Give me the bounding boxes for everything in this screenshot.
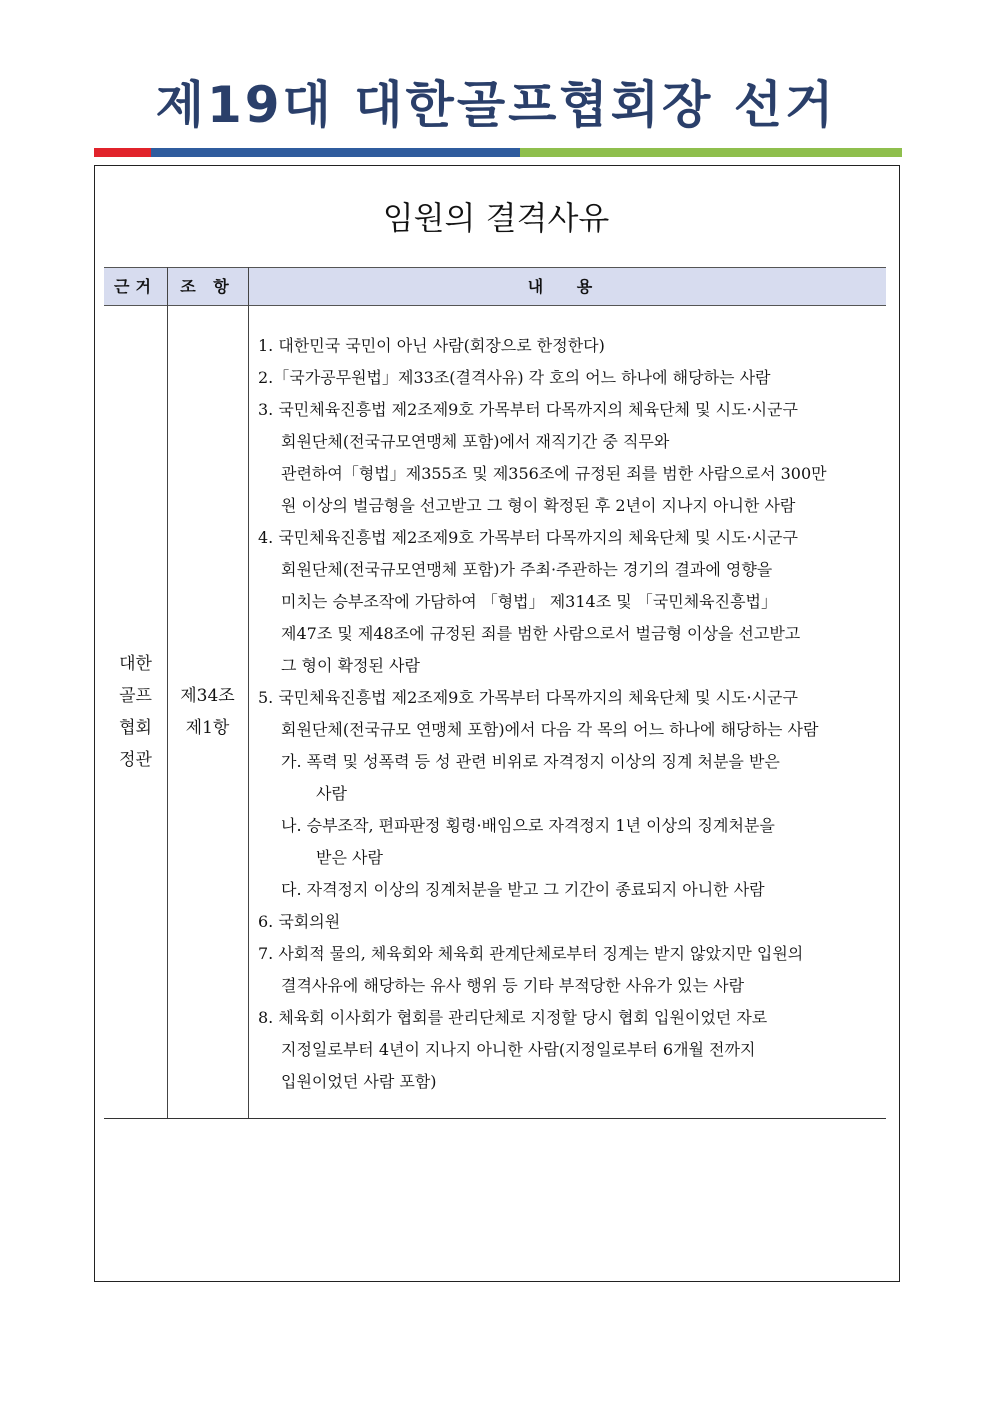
- section-title: 임원의 결격사유: [382, 199, 610, 237]
- content-line: 5. 국민체육진흥법 제2조제9호 가목부터 다목까지의 체육단체 및 시도·시군구: [258, 688, 798, 707]
- color-bar-blue-segment: [151, 148, 520, 157]
- content-line: 2.「국가공무원법」제33조(결격사유) 각 호의 어느 하나에 해당하는 사람: [258, 368, 771, 387]
- column-divider: [248, 267, 249, 1119]
- content-line: 회원단체(전국규모연맹체 포함)가 주최·주관하는 경기의 결과에 영향을: [281, 560, 773, 579]
- content-line: 받은 사람: [316, 848, 383, 867]
- content-line: 결격사유에 해당하는 유사 행위 등 기타 부적당한 사유가 있는 사람: [281, 976, 745, 995]
- content-line: 사람: [316, 784, 347, 803]
- content-line: 8. 체육회 이사회가 협회를 관리단체로 지정할 당시 협회 입원이었던 자로: [258, 1008, 768, 1027]
- content-line: 4. 국민체육진흥법 제2조제9호 가목부터 다목까지의 체육단체 및 시도·시군구: [258, 528, 798, 547]
- content-line: 나. 승부조작, 편파판정 횡령·배임으로 자격정지 1년 이상의 징계처분을: [281, 816, 775, 835]
- content-line: 입원이었던 사람 포함): [281, 1072, 437, 1091]
- content-line: 그 형이 확정된 사람: [281, 656, 420, 675]
- content-line: 관련하여「형법」제355조 및 제356조에 규정된 죄를 범한 사람으로서 300만: [281, 464, 827, 483]
- table-bottom-border: [104, 1118, 886, 1119]
- color-bar-green-segment: [520, 148, 902, 157]
- header-content: 내 용: [527, 277, 607, 296]
- color-bar-red-segment: [94, 148, 151, 157]
- content-line: 7. 사회적 물의, 체육회와 체육회 관계단체로부터 징계는 받지 않았지만 입원의: [258, 944, 804, 963]
- table-header-row: [104, 267, 886, 306]
- content-line: 미치는 승부조작에 가담하여 「형법」 제314조 및 「국민체육진흥법」: [281, 592, 777, 611]
- content-line: 가. 폭력 및 성폭력 등 성 관련 비위로 자격정지 이상의 징계 처분을 받은: [281, 752, 780, 771]
- clause-text: [180, 680, 234, 744]
- header-basis: 근거: [114, 277, 157, 296]
- content-cell: [258, 330, 884, 1098]
- content-line: 다. 자격정지 이상의 징계처분을 받고 그 기간이 종료되지 아니한 사람: [281, 880, 765, 899]
- content-line: 회원단체(전국규모연맹체 포함)에서 재직기간 중 직무와: [281, 432, 670, 451]
- content-line: 제47조 및 제48조에 규정된 죄를 범한 사람으로서 벌금형 이상을 선고받고: [281, 624, 801, 643]
- basis-text: 대한골프협회정관: [119, 654, 152, 770]
- content-line: 6. 국회의원: [258, 912, 341, 931]
- header-clause: 조 항: [180, 277, 235, 296]
- clause-paragraph: 제1항: [185, 718, 230, 738]
- content-line: 회원단체(전국규모 연맹체 포함)에서 다음 각 목의 어느 하나에 해당하는 사람: [281, 720, 819, 739]
- clause-article: 제34조: [180, 686, 235, 706]
- basis-cell: [104, 306, 167, 1118]
- content-line: 지정일로부터 4년이 지나지 아니한 사람(지정일로부터 6개월 전까지: [281, 1040, 756, 1059]
- content-line: 1. 대한민국 국민이 아닌 사람(회장으로 한정한다): [258, 336, 605, 355]
- content-line: 3. 국민체육진흥법 제2조제9호 가목부터 다목까지의 체육단체 및 시도·시군구: [258, 400, 798, 419]
- clause-cell: [167, 306, 248, 1118]
- title-color-bar: [94, 148, 902, 157]
- content-line: 원 이상의 벌금형을 선고받고 그 형이 확정된 후 2년이 지나지 아니한 사람: [281, 496, 796, 515]
- page-title: 제19대 대한골프협회장 선거: [155, 76, 837, 134]
- disqualification-table: [104, 267, 886, 1119]
